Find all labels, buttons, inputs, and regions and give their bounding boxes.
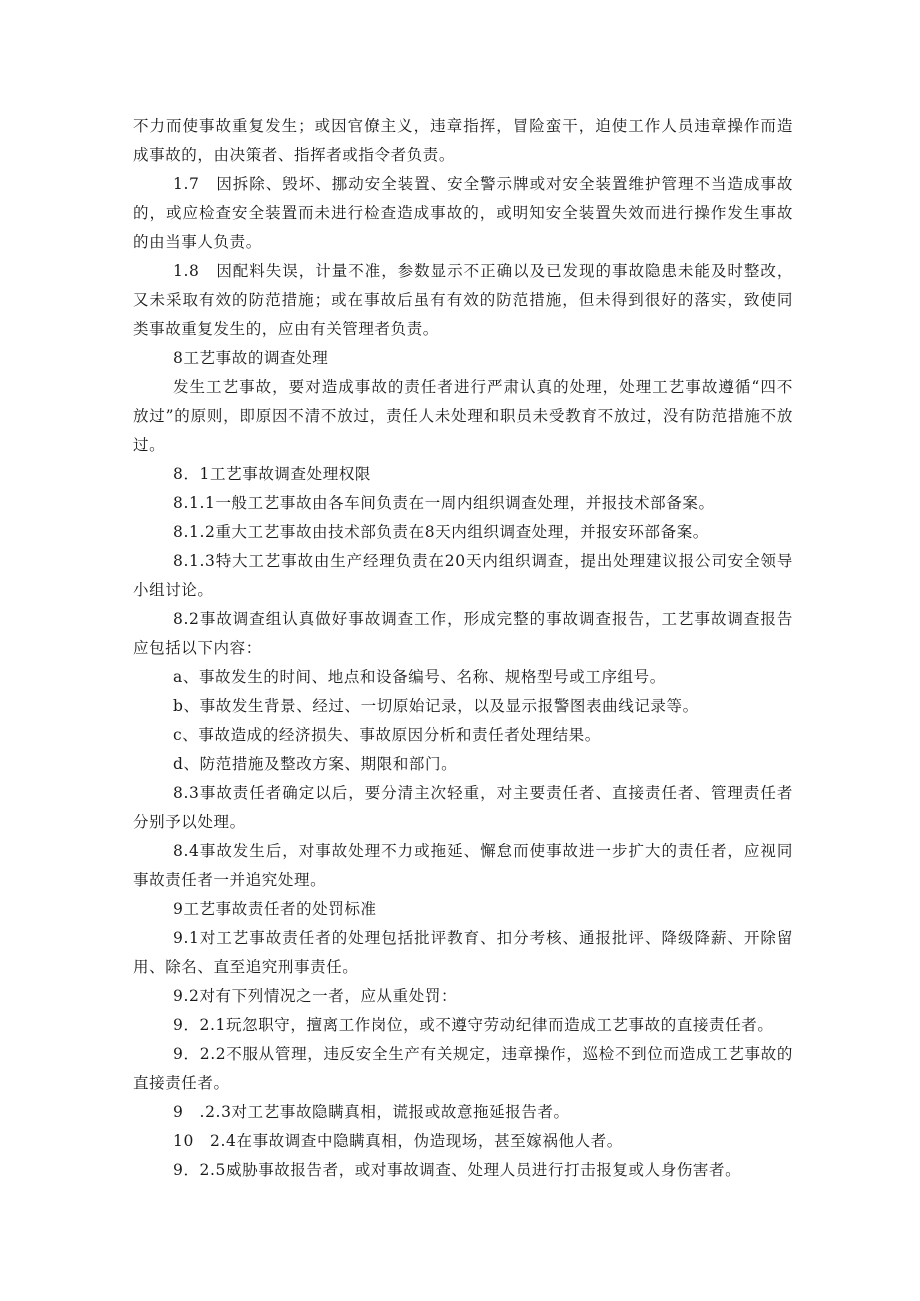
subsection-heading-8-1: 8．1工艺事故调查处理权限 [173, 465, 372, 483]
paragraph-continuation: 不力而使事故重复发生；或因官僚主义，违章指挥，冒险蛮干，迫使工作人员违章操作而造成事故的，由决策者、指挥者或指令者负责。 [133, 117, 793, 164]
section-8-intro: 发生工艺事故，要对造成事故的责任者进行严肃认真的处理，处理工艺事故遵循“四不放过”的原则，即原因不清不放过，责任人未处理和职员未受教育不放过，没有防范措施不放过。 [133, 378, 793, 454]
document-body [133, 112, 793, 1185]
clause-9-2-5: 9．2.5威胁事故报告者，或对事故调查、处理人员进行打击报复或人身伤害者。 [173, 1161, 742, 1179]
list-item-a: a、事故发生的时间、地点和设备编号、名称、规格型号或工序组号。 [173, 668, 666, 686]
clause-8-3: 8.3事故责任者确定以后，要分清主次轻重，对主要责任者、直接责任者、管理责任者分别予以处理。 [133, 784, 793, 831]
clause-1-7: 1.7 因拆除、毁坏、挪动安全装置、安全警示牌或对安全装置维护管理不当造成事故的，或应检查安全装置而未进行检查造成事故的，或明知安全装置失效而进行操作发生事故的由当事人负责。 [133, 175, 793, 251]
list-item-d: d、防范措施及整改方案、期限和部门。 [173, 755, 458, 773]
clause-9-2-3: 9 .2.3对工艺事故隐瞒真相，谎报或故意拖延报告者。 [173, 1103, 570, 1121]
clause-9-2-2: 9．2.2不服从管理，违反安全生产有关规定，违章操作，巡检不到位而造成工艺事故的直接责任者。 [133, 1045, 793, 1092]
clause-8-2: 8.2事故调查组认真做好事故调查工作，形成完整的事故调查报告，工艺事故调查报告应包括以下内容： [133, 610, 793, 657]
clause-8-1-1: 8.1.1一般工艺事故由各车间负责在一周内组织调查处理，并报技术部备案。 [173, 494, 715, 512]
clause-8-4: 8.4事故发生后，对事故处理不力或拖延、懈怠而使事故进一步扩大的责任者，应视同事故责任者一并追究处理。 [133, 842, 793, 889]
section-heading-9: 9工艺事故责任者的处罚标准 [173, 900, 377, 918]
clause-9-1: 9.1对工艺事故责任者的处理包括批评教育、扣分考核、通报批评、降级降薪、开除留用、除名、直至追究刑事责任。 [133, 929, 793, 976]
section-heading-8: 8工艺事故的调查处理 [173, 349, 329, 367]
clause-9-2-1: 9．2.1玩忽职守，擅离工作岗位，或不遵守劳动纪律而造成工艺事故的直接责任者。 [173, 1016, 774, 1034]
clause-9-2: 9.2对有下列情况之一者，应从重处罚： [173, 987, 458, 1005]
clause-8-1-3: 8.1.3特大工艺事故由生产经理负责在20天内组织调查，提出处理建议报公司安全领导小组讨论。 [133, 552, 793, 599]
clause-9-2-4: 10 2.4在事故调查中隐瞒真相，伪造现场，甚至嫁祸他人者。 [173, 1132, 623, 1150]
list-item-b: b、事故发生背景、经过、一切原始记录，以及显示报警图表曲线记录等。 [173, 697, 699, 715]
clause-1-8: 1.8 因配料失误，计量不准，参数显示不正确以及已发现的事故隐患未能及时整改，又未采取有效的防范措施；或在事故后虽有有效的防范措施，但未得到很好的落实，致使同类事故重复发生的，应由有关管理者负责。 [133, 262, 793, 338]
clause-8-1-2: 8.1.2重大工艺事故由技术部负责在8天内组织调查处理，并报安环部备案。 [173, 523, 709, 541]
list-item-c: c、事故造成的经济损失、事故原因分析和责任者处理结果。 [173, 726, 601, 744]
